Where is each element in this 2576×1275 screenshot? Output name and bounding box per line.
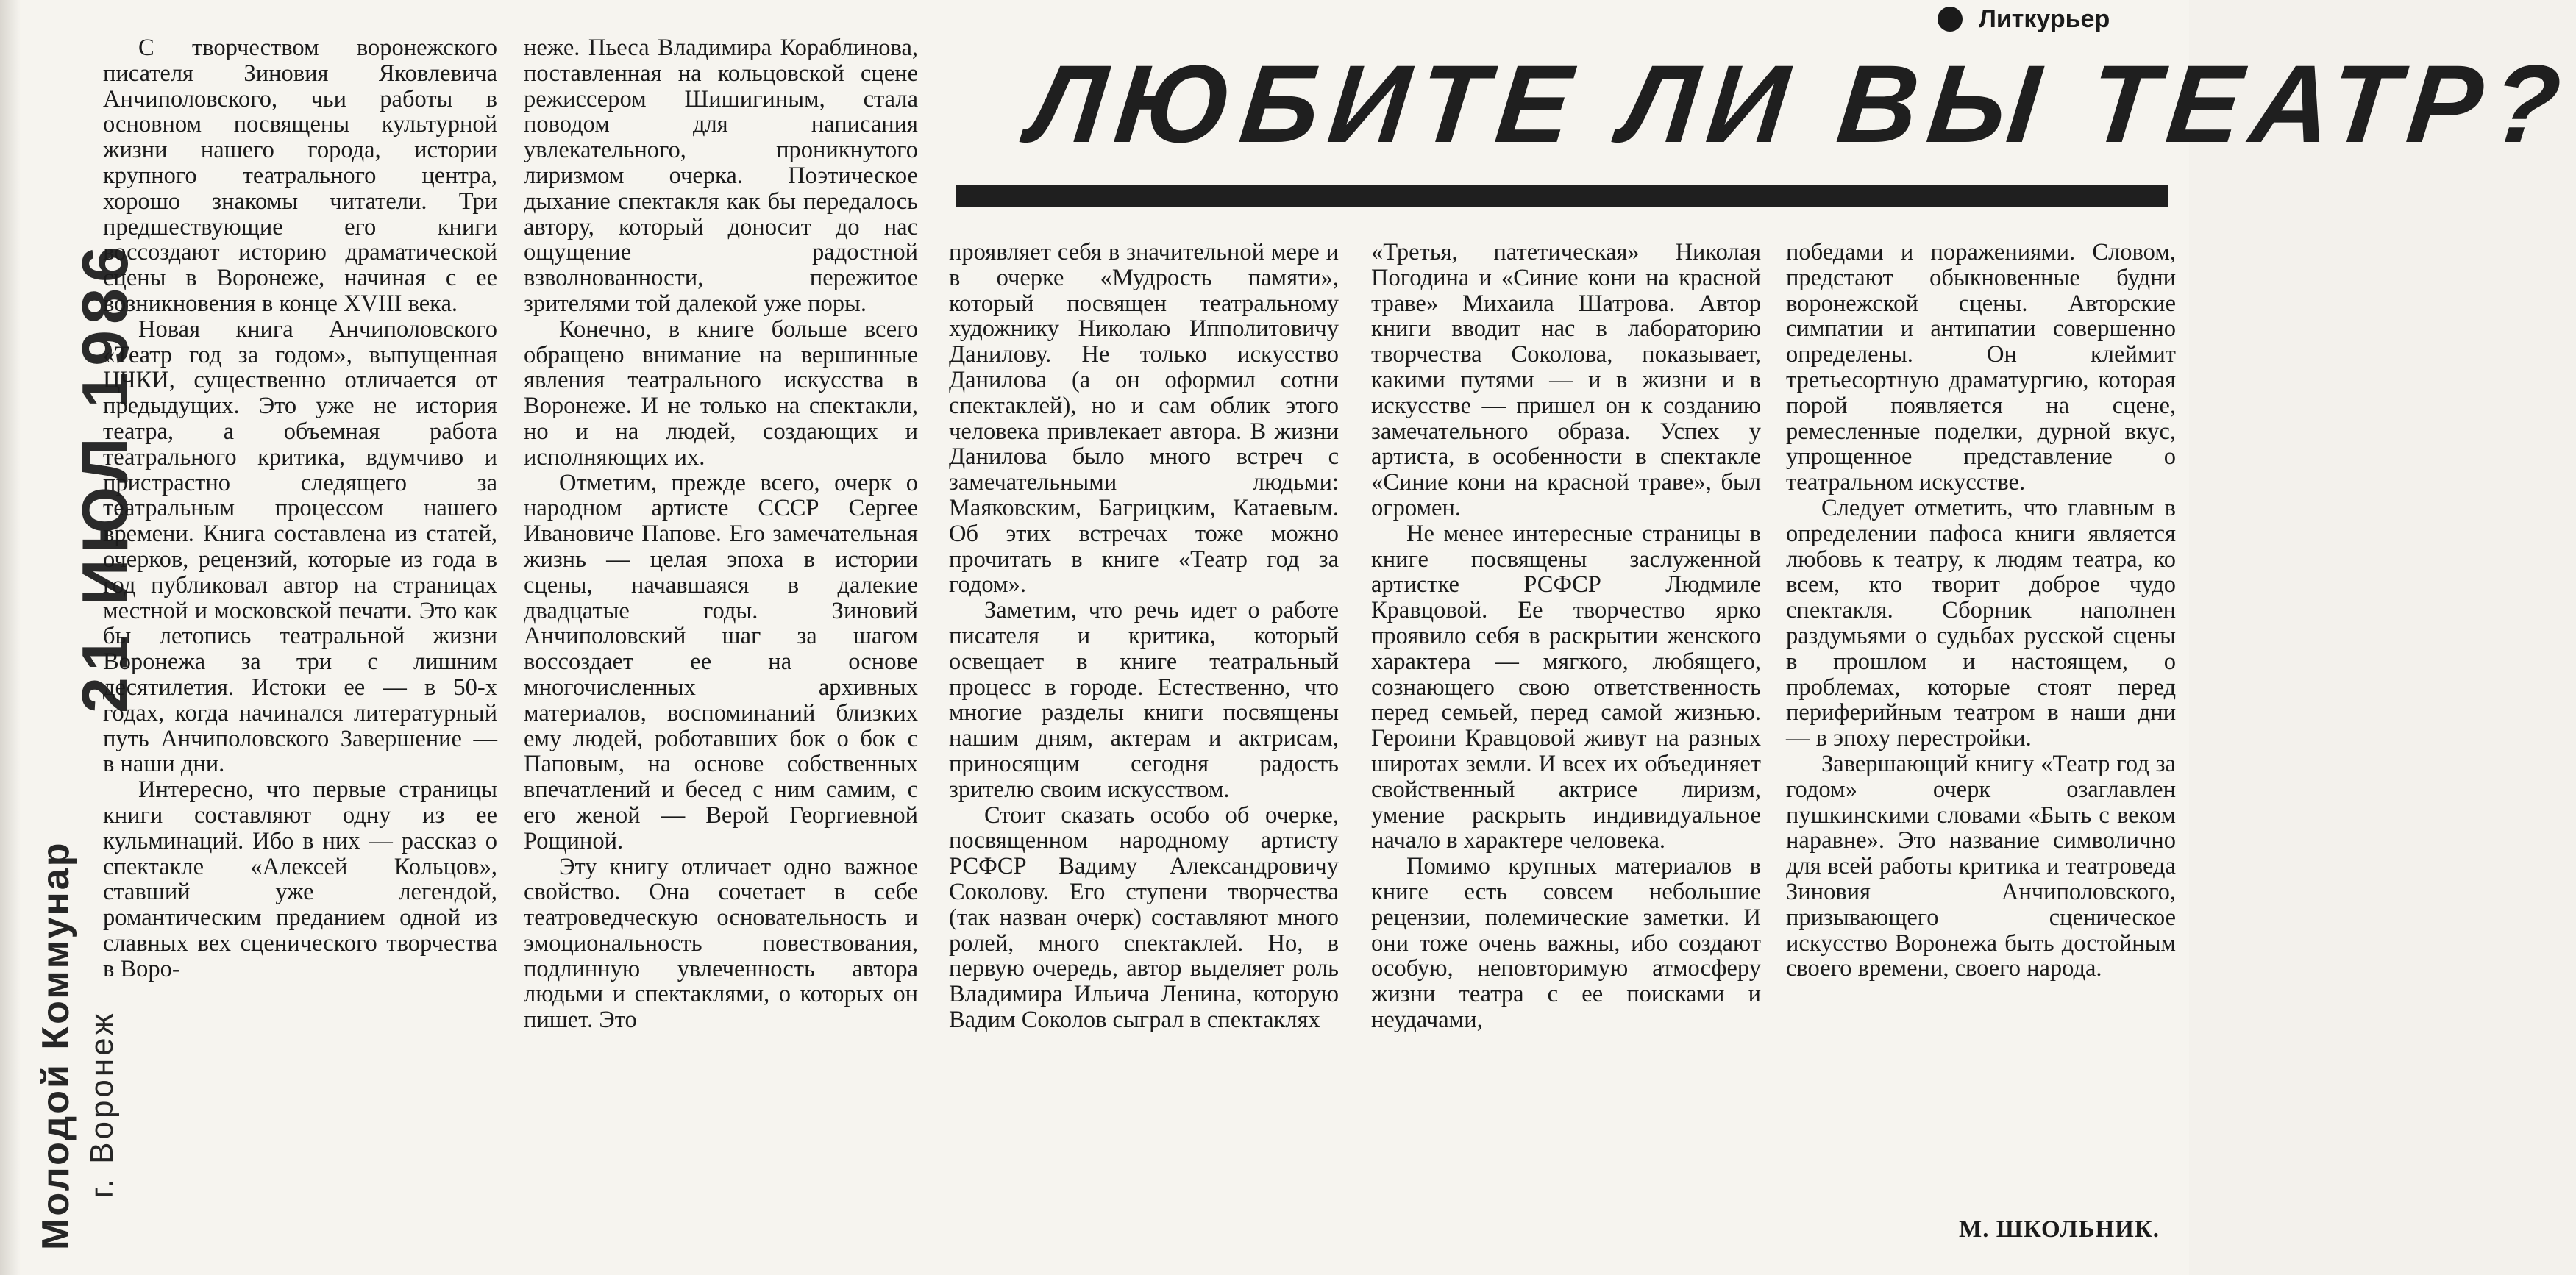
paragraph: Эту книгу отличает одно важное свойство. Она сочетает в себе театроведческую основательность и эмоциональность повествования, подлинную увлеченность автора людьми и спектаклями, о которых он пишет. Это (524, 853, 918, 1034)
stamp-date: 21 ИЮЛ 1986 (68, 240, 141, 713)
paragraph: Не менее интересные страницы в книге посвящены заслуженной артистке РСФСР Людмиле Кравцовой. Ее творчество ярко проявило себя в раскрытии женского характера — мягкого, любящего, сознающего свою ответственность перед семьей, перед самой жизнью. Героини Кравцовой живут на разных широтах земли. И всех их объединяет свойственный актрисе лиризм, умение раскрыть индивидуальное начало в характере человека. (1371, 520, 1761, 854)
paragraph: проявляет себя в значительной мере и в очерке «Мудрость памяти», который посвящен театральному художнику Николаю Ипполитовичу Данилову. Не только искусство Данилова (а он оформил сотни спектаклей), но и сам облик этого человека привлекает автора. В жизни Данилова было много встреч с замечательными людьми: Маяковским, Багрицким, Катаевым. Об этих встречах тоже можно прочитать в книге «Театр год за годом». (949, 239, 1339, 599)
paragraph: «Третья, патетическая» Николая Погодина и «Синие кони на красной траве» Михаила Шатрова. Автор книги вводит нас в лабораторию творчества Соколова, показывает, какими путями — и в жизни и в искусстве — пришел он к созданию замечательного образа. Успех у артиста, в особенности в спектакле «Синие кони на красной траве», был огромен. (1371, 239, 1761, 521)
article-column-2 (524, 35, 918, 1033)
paragraph: Новая книга Анчиполовского «Театр год за годом», выпущенная ЦЧКИ, существенно отличается от предыдущих. Это уже не история театра, а объемная работа театрального критика, вдумчиво и пристрастно следящего за театральным процессом нашего времени. Книга составлена из статей, очерков, рецензий, которые из года в год публиковал автор на страницах местной и московской печати. Это как бы летопись театральной жизни Воронежа за три с лишним десятилетия. Истоки ее — в 50-х годах, когда начинался литературный путь Анчиполовского Завершение — в наши дни. (103, 315, 497, 778)
paragraph: Завершающий книгу «Театр год за годом» очерк озаглавлен пушкинскими словами «Быть с веком наравне». Это название символично для всей работы критика и театроведа Зиновия Анчиполовского, призывающего сценическое искусство Воронежа быть достойным своего времени, своего народа. (1786, 750, 2176, 982)
paragraph: Интересно, что первые страницы книги составляют одну из ее кульминаций. Ибо в них — рассказ о спектакле «Алексей Кольцов», ставший уже легендой, романтическим преданием одной из славных вех сценического творчества в Воро- (103, 776, 497, 982)
paragraph: Заметим, что речь идет о работе писателя и критика, который освещает в книге театральный процесс в городе. Естественно, что многие разделы книги посвящены нашим дням, актерам и актрисам, приносящим сегодня радость зрителю своим искусством. (949, 597, 1339, 803)
rubric-label: Литкурьер (1979, 4, 2110, 33)
article-column-1 (103, 35, 497, 982)
author-signature: М. ШКОЛЬНИК. (1959, 1216, 2160, 1243)
article-column-5 (1786, 240, 2176, 982)
paragraph: С творчеством воронежского писателя Зиновия Яковлевича Анчиполовского, чьи работы в основном посвящены культурной жизни нашего города, истории крупного театрального центра, хорошо знакомы читатели. Три предшествующие его книги воссоздают историю драматической сцены в Воронеже, начиная с ее возникновения в конце XVIII века. (103, 35, 497, 317)
clipping-edge (0, 0, 21, 1275)
paragraph: Следует отметить, что главным в определении пафоса книги является любовь к театру, к людям театра, ко всем, кто творит доброе чудо спектакля. Сборник наполнен раздумьями о судьбах русской сцены в прошлом и настоящем, о проблемах, которые стоят перед периферийным театром в наши дни — в эпоху перестройки. (1786, 494, 2176, 752)
stamp-city: г. Воронеж (84, 1010, 120, 1199)
paragraph: Отметим, прежде всего, очерк о народном артисте СССР Сергее Ивановиче Папове. Его замечательная жизнь — целая эпоха в истории сцены, начавшаяся в далекие двадцатые годы. Зиновий Анчиполовский шаг за шагом воссоздает ее на основе многочисленных архивных материалов, воспоминаний близких ему людей, роботавших бок о бок с Паповым, на основе собственных впечатлений и бесед с ним самим, с его женой — Верой Георгиевной Рощиной. (524, 469, 918, 854)
article-column-3 (949, 240, 1339, 1033)
headline: ЛЮБИТЕ ЛИ ВЫ ТЕАТР? (1023, 42, 2576, 165)
paragraph: Конечно, в книге больше всего обращено внимание на вершинные явления театрального искусства в Воронеже. И не только на спектакли, но и на людей, создающих и исполняющих их. (524, 315, 918, 471)
bullet-icon (1938, 7, 1963, 32)
headline-rule (956, 185, 2168, 207)
stamp-paper-name: Молодой Коммунар (35, 840, 77, 1250)
paragraph: Стоит сказать особо об очерке, посвященном народному артисту РСФСР Вадиму Александровичу Соколову. Его ступени творчества (так назван очерк) составляют много ролей, много спектаклей. Но, в первую очередь, автор выделяет роль Владимира Ильича Ленина, которую Вадим Соколов сыграл в спектаклях (949, 801, 1339, 1033)
paragraph: Помимо крупных материалов в книге есть совсем небольшие рецензии, полемические заметки. И они тоже очень важны, ибо создают особую, неповторимую атмосферу жизни театра с ее поисками и неудачами, (1371, 853, 1761, 1033)
rubric (1938, 3, 2110, 35)
paragraph: победами и поражениями. Словом, предстают обыкновенные будни воронежской сцены. Авторские симпатии и антипатии совершенно определены. Он клеймит третьесортную драматургию, которая порой появляется на сцене, ремесленные поделки, дурной вкус, упрощенное представление о театральном искусстве. (1786, 239, 2176, 496)
paragraph: неже. Пьеса Владимира Кораблинова, поставленная на кольцовской сцене режиссером Шишигиным, стала поводом для написания увлекательного, проникнутого лиризмом очерка. Поэтическое дыхание спектакля как бы передалось автору, который доносит до нас ощущение радостной взволнованности, пережитое зрителями той далекой уже поры. (524, 35, 918, 317)
article-column-4 (1371, 240, 1761, 1033)
